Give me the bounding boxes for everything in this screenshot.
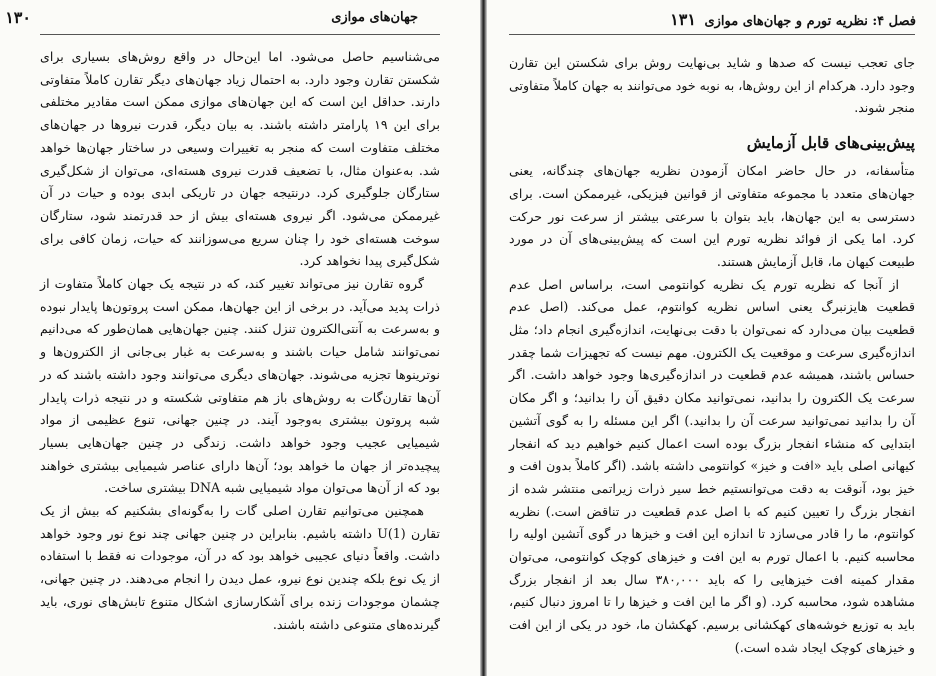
left-header-rule xyxy=(40,34,440,35)
left-page-body xyxy=(40,46,440,636)
left-paragraph-2: گروه تقارن نیز می‌تواند تغییر کند، که در نتیجه یک جهان کاملاً متفاوت از ذرات پدید می‌آید. در برخی از این جهان‌ها، ممکن است پروتون‌ها پایدار نبوده و به‌سرعت به آنتی‌الکترون تنزل کنند. چنین جهان‌هایی همان‌طور که می‌دانیم نمی‌توانند شامل حیات باشند و به‌سرعت به غبار بی‌جانی از الکترون‌ها و نوترینوها تجزیه می‌شوند. جهان‌های دیگری می‌توانند وجود داشته باشند که در آن‌ها تقارن‌گات به روش‌های باز هم متفاوتی شکسته و در نتیجه ذرات پایدار شبه پروتون بیشتری به‌وجود آیند. در چنین جهانی، تنوع عظیمی از مواد شیمیایی عجیب وجود خواهد داشت. زندگی در چنین جهان‌هایی بسیار پیچیده‌تر از جهان ما خواهد بود؛ آن‌ها دارای عناصر شیمیایی بیشتری خواهند بود که از آن‌ها می‌توان مواد شیمیایی شبه DNA بیشتری ساخت. xyxy=(40,276,440,496)
left-page-header xyxy=(5,8,418,27)
right-page-header xyxy=(666,10,916,29)
left-running-head: جهان‌های موازی xyxy=(331,10,418,25)
right-page xyxy=(487,0,936,676)
book-gutter xyxy=(480,0,487,676)
right-page-number: ۱۳۱ xyxy=(670,10,696,29)
right-paragraph-1: متأسفانه، در حال حاضر امکان آزمودن نظریه جهان‌های چندگانه، یعنی جهان‌های متعدد با مجموعه متفاوتی از قوانین فیزیکی، غیرممکن است. برای دسترسی به این جهان‌ها، باید بتوان با سرعتی بیشتر از سرعت نور حرکت کرد. اما یکی از فوائد نظریه تورم این است که پیش‌بینی‌های آن در مورد طبیعت کیهان ما، قابل آزمایش هستند. xyxy=(509,163,915,269)
left-paragraph-3: همچنین می‌توانیم تقارن اصلی گات را به‌گونه‌ای بشکنیم که بیش از یک تقارن U(1) داشته باشیم. بنابراین در چنین جهانی چند نوع نور وجود خواهد داشت. واقعاً دنیای عجیبی خواهد بود که در آن، موجودات نه فقط با استفاده از یک نوع بلکه چندین نوع نیرو، عمل دیدن را انجام می‌دهند. در چنین جهانی، چشمان موجودات زنده برای آشکارسازی اشکال متنوع تابش‌های نوری، باید گیرنده‌های متنوعی داشته باشند. xyxy=(40,503,440,632)
right-header-rule xyxy=(509,34,915,35)
right-page-body xyxy=(509,52,915,660)
section-heading: پیش‌بینی‌های قابل آزمایش xyxy=(746,133,915,153)
left-paragraph-1: می‌شناسیم حاصل می‌شود. اما این‌حال در واقع روش‌های بسیاری برای شکستن تقارن وجود دارد. به احتمال زیاد جهان‌های دیگر تقارن کاملاً متفاوتی دارند. حداقل این است که این جهان‌های موازی ممکن است مقادیر مختلفی برای این ۱۹ پارامتر داشته باشند. به بیان دیگر، قدرت نیروها در جهان‌های مختلف متفاوت است که منجر به تغییرات وسیعی در ساختار جهان‌ها خواهد شد. به‌عنوان مثال، با تضعیف قدرت نیروی هسته‌ای، می‌توان از شکل‌گیری ستارگان جلوگیری کرد. درنتیجه جهان در تاریکی ابدی بوده و حیات در آن غیرممکن می‌شود. اگر نیروی هسته‌ای بیش از حد قدرتمند شود، ستارگان سوخت هسته‌ای خود را چنان سریع می‌سوزانند که حیات، زمان کافی برای شکل‌گیری پیدا نخواهد کرد. xyxy=(40,49,440,269)
right-intro-paragraph: جای تعجب نیست که صدها و شاید بی‌نهایت روش برای شکستن این تقارن وجود دارد. هرکدام از این روش‌ها، به نوبه خود می‌توانند به جهان کاملاً متفاوتی منجر شوند. xyxy=(509,55,915,116)
left-page-number: ۱۳۰ xyxy=(5,8,31,27)
right-running-head: فصل ۴: نظریه تورم و جهان‌های موازی xyxy=(704,14,916,29)
right-paragraph-2: از آنجا که نظریه تورم یک نظریه کوانتومی است، براساس اصل عدم قطعیت هایزنبرگ یعنی اساس نظریه کوانتوم، عمل می‌کند. (اصل عدم قطعیت بیان می‌دارد که نمی‌توان با دقت بی‌نهایت، اندازه‌گیری انجام داد؛ مثل اندازه‌گیری سرعت و موقعیت یک الکترون. مهم نیست که تجهیزات شما چقدر حساس باشند، همیشه عدم قطعیت در اندازه‌گیری‌ها وجود خواهد داشت. اگر سرعت یک الکترون را بدانید، نمی‌توانید مکان دقیق آن را بدانید؛ و اگر مکان آن را بدانید نمی‌توانید سرعت آن را بدانید.) اگر این مسئله را به گوی آتشین ابتدایی که منشاء انفجار بزرگ بوده است اعمال کنیم خواهیم دید که انفجار کیهانی اصلی باید «افت و خیز» کوانتومی داشته باشد. (اگر کاملاً بدون افت و خیز بود، آنوقت به دقت می‌توانستیم خط سیر ذرات زیراتمی منتشر شده از انفجار بزرگ را تعیین کنیم که با اصل عدم قطعیت در تناقض است.) نظریه کوانتوم، ما را قادر می‌سازد تا اندازه این افت و خیزها در گوی آتشین اولیه را محاسبه کنیم. با اعمال تورم به این افت و خیزهای کوچک کوانتومی، می‌توان مقدار کمینه افت خیزهایی را که باید ۳۸۰,۰۰۰ سال بعد از انفجار بزرگ مشاهده شود، محاسبه کرد. (و اگر ما این افت و خیزها را تا امروز دنبال کنیم، باید به توزیع خوشه‌های کهکشانی برسیم. کهکشان ما، خود در یکی از این افت و خیزهای کوچک ایجاد شده است.) xyxy=(509,276,915,655)
